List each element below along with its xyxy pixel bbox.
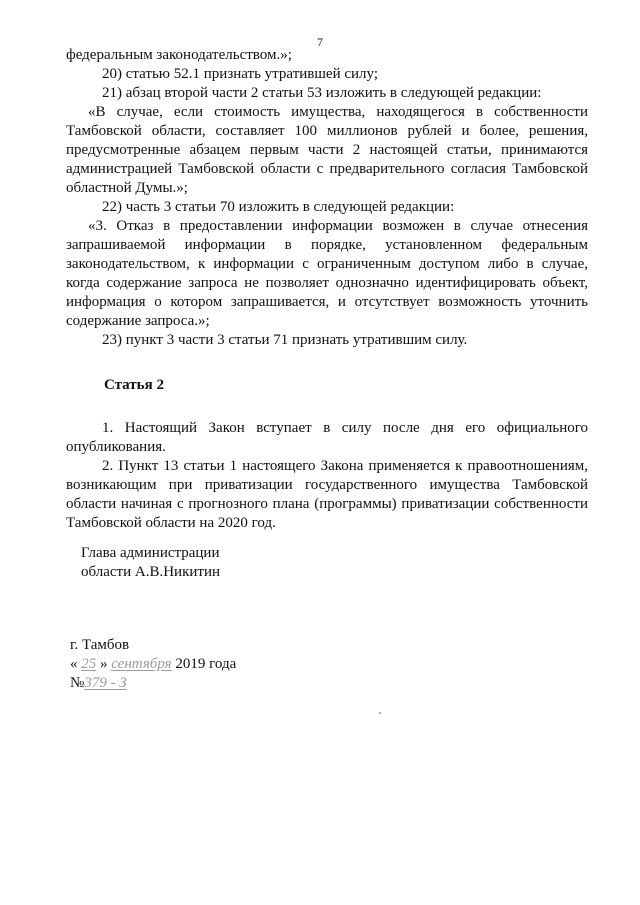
paragraph-item-22: 22) часть 3 статьи 70 изложить в следующей редакции: <box>102 199 455 215</box>
city: г. Тамбов <box>70 637 130 653</box>
article-2-paragraph-2: 2. Пункт 13 статьи 1 настоящего Закона применяется к правоотношениям, возникающим при приватизации государственного имущества Тамбовской области начиная с прогнозного плана (программы) приватизации собственности Тамбовской области на 2020 год. <box>66 458 588 531</box>
date-open-quote: « <box>70 656 78 672</box>
spacer <box>66 395 588 419</box>
date-day: 25 <box>81 656 97 672</box>
number-line <box>70 674 236 693</box>
paragraph-item-23: 23) пункт 3 части 3 статьи 71 признать утратившим силу. <box>102 332 468 348</box>
place-date-block <box>70 636 236 693</box>
date-month: сентября <box>111 656 172 672</box>
paragraph-quote-article-70: «3. Отказ в предоставлении информации возможен в случае отнесения запрашиваемой информации в порядке, установленном федеральным законодательством, к информации с ограниченным доступом либо в случае, когда содержание запроса не позволяет однозначно идентифицировать объект, информация о котором запрашивается, и отсутствует возможность уточнить содержание запроса.»; <box>66 218 588 329</box>
document-body <box>66 46 588 533</box>
spacer <box>66 350 588 376</box>
date-close-quote: » <box>100 656 108 672</box>
number-sign: № <box>70 675 85 691</box>
paragraph-item-20: 20) статью 52.1 признать утратившей силу; <box>102 66 378 82</box>
article-2-heading: Статья 2 <box>104 377 164 393</box>
article-2-paragraph-1: 1. Настоящий Закон вступает в силу после дня его официального опубликования. <box>66 420 588 455</box>
paragraph-item-21: 21) абзац второй части 2 статьи 53 изложить в следующей редакции: <box>102 85 542 101</box>
paragraph-continuation: федеральным законодательством.»; <box>66 47 292 63</box>
law-number: 379 - З <box>84 675 127 691</box>
signature-name: области А.В.Никитин <box>81 564 221 580</box>
signature-title: Глава администрации <box>81 545 220 561</box>
stray-dot <box>379 712 381 714</box>
signature-block <box>81 544 220 582</box>
date-line <box>70 655 236 674</box>
date-year: 2019 года <box>175 656 237 672</box>
page-number: 7 <box>317 35 323 49</box>
paragraph-quote-article-53: «В случае, если стоимость имущества, находящегося в собственности Тамбовской области, составляет 100 миллионов рублей и более, решения, предусмотренные абзацем первым части 2 настоящей статьи, принимаются администрацией Тамбовской области с предварительного согласия Тамбовской областной Думы.»; <box>66 104 588 196</box>
